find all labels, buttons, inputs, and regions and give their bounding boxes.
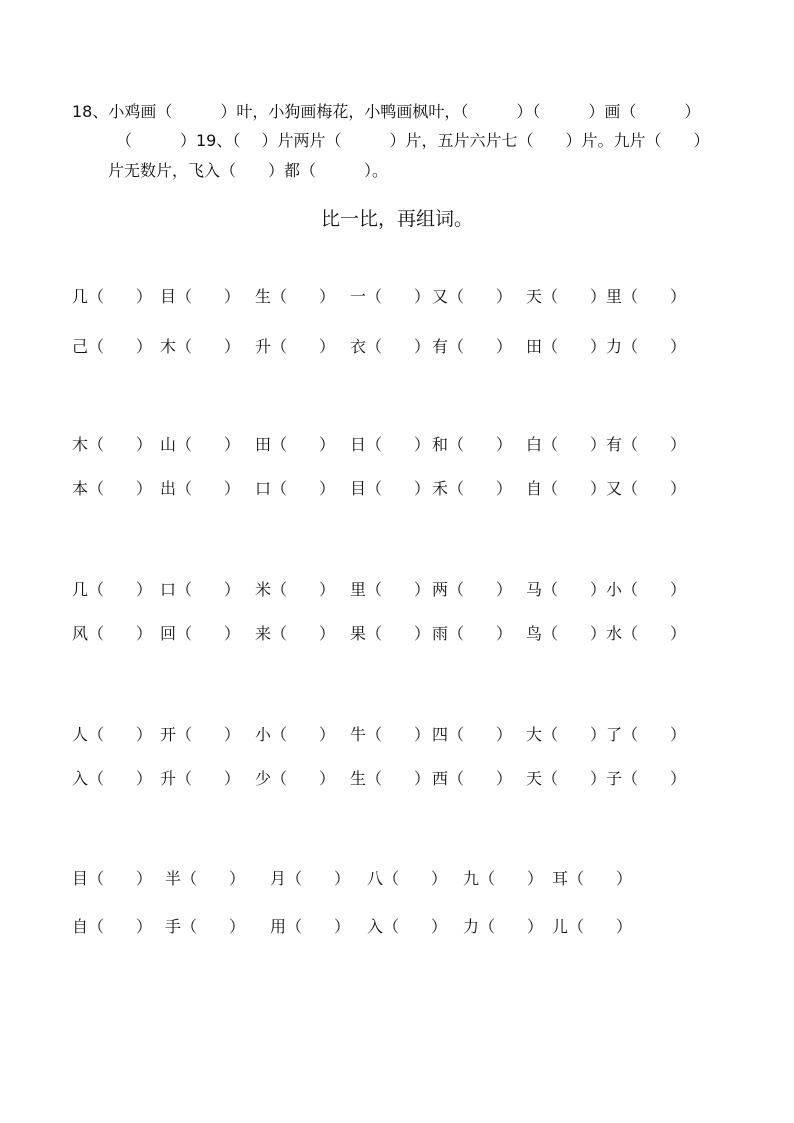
word-cell: 出（ ） [160,479,241,498]
word-cell: 儿（ ） [552,917,633,936]
word-cell: 牛（ ） [350,725,431,744]
section-title: 比一比，再组词。 [320,208,473,230]
word-cell: 生（ ） [350,769,431,788]
question-18-line-1: 18、小鸡画（ ）叶，小狗画梅花，小鸭画枫叶，（ ）（ ）画（ ） [72,102,701,121]
word-cell: 了（ ） [606,725,687,744]
word-cell: 有（ ） [606,435,687,454]
word-cell: 目（ ） [160,287,241,306]
word-cell: 马（ ） [526,580,607,599]
word-cell: 风（ ） [72,624,153,643]
word-cell: 水（ ） [606,624,687,643]
word-cell: 半（ ） [165,869,246,888]
word-cell: 升（ ） [160,769,241,788]
word-cell: 自（ ） [526,479,607,498]
word-cell: 小（ ） [606,580,687,599]
word-cell: 里（ ） [606,287,687,306]
word-cell: 雨（ ） [432,624,513,643]
word-cell: 生（ ） [255,287,336,306]
word-cell: 目（ ） [72,869,153,888]
word-cell: 木（ ） [72,435,153,454]
word-cell: 禾（ ） [432,479,513,498]
word-cell: 日（ ） [350,435,431,454]
word-cell: 天（ ） [526,287,607,306]
word-cell: 本（ ） [72,479,153,498]
question-18-line-2: （ ）19、（ ）片两片（ ）片，五片六片七（ ）片。九片（ ） [116,131,710,150]
word-cell: 一（ ） [350,287,431,306]
word-cell: 天（ ） [526,769,607,788]
word-cell: 白（ ） [526,435,607,454]
word-cell: 回（ ） [160,624,241,643]
word-cell: 里（ ） [350,580,431,599]
word-cell: 又（ ） [432,287,513,306]
word-cell: 入（ ） [367,917,448,936]
word-cell: 用（ ） [270,917,351,936]
word-cell: 口（ ） [160,580,241,599]
word-cell: 几（ ） [72,287,153,306]
word-cell: 开（ ） [160,725,241,744]
word-cell: 自（ ） [72,917,153,936]
word-cell: 两（ ） [432,580,513,599]
word-cell: 衣（ ） [350,337,431,356]
word-cell: 少（ ） [255,769,336,788]
word-cell: 力（ ） [463,917,544,936]
word-cell: 子（ ） [606,769,687,788]
word-cell: 八（ ） [367,869,448,888]
word-cell: 己（ ） [72,337,153,356]
word-cell: 田（ ） [526,337,607,356]
word-cell: 目（ ） [350,479,431,498]
word-cell: 几（ ） [72,580,153,599]
word-cell: 手（ ） [165,917,246,936]
word-cell: 木（ ） [160,337,241,356]
word-cell: 鸟（ ） [526,624,607,643]
word-cell: 山（ ） [160,435,241,454]
word-cell: 和（ ） [432,435,513,454]
word-cell: 来（ ） [255,624,336,643]
question-18-line-3: 片无数片，飞入（ ）都（ ）。 [108,161,389,180]
word-cell: 小（ ） [255,725,336,744]
word-cell: 大（ ） [526,725,607,744]
word-cell: 力（ ） [606,337,687,356]
word-cell: 九（ ） [463,869,544,888]
word-cell: 米（ ） [255,580,336,599]
word-cell: 四（ ） [432,725,513,744]
word-cell: 有（ ） [432,337,513,356]
word-cell: 耳（ ） [552,869,633,888]
word-cell: 果（ ） [350,624,431,643]
word-cell: 又（ ） [606,479,687,498]
word-cell: 升（ ） [255,337,336,356]
word-cell: 月（ ） [270,869,351,888]
word-cell: 西（ ） [432,769,513,788]
word-cell: 口（ ） [255,479,336,498]
word-cell: 田（ ） [255,435,336,454]
word-cell: 人（ ） [72,725,153,744]
word-cell: 入（ ） [72,769,153,788]
